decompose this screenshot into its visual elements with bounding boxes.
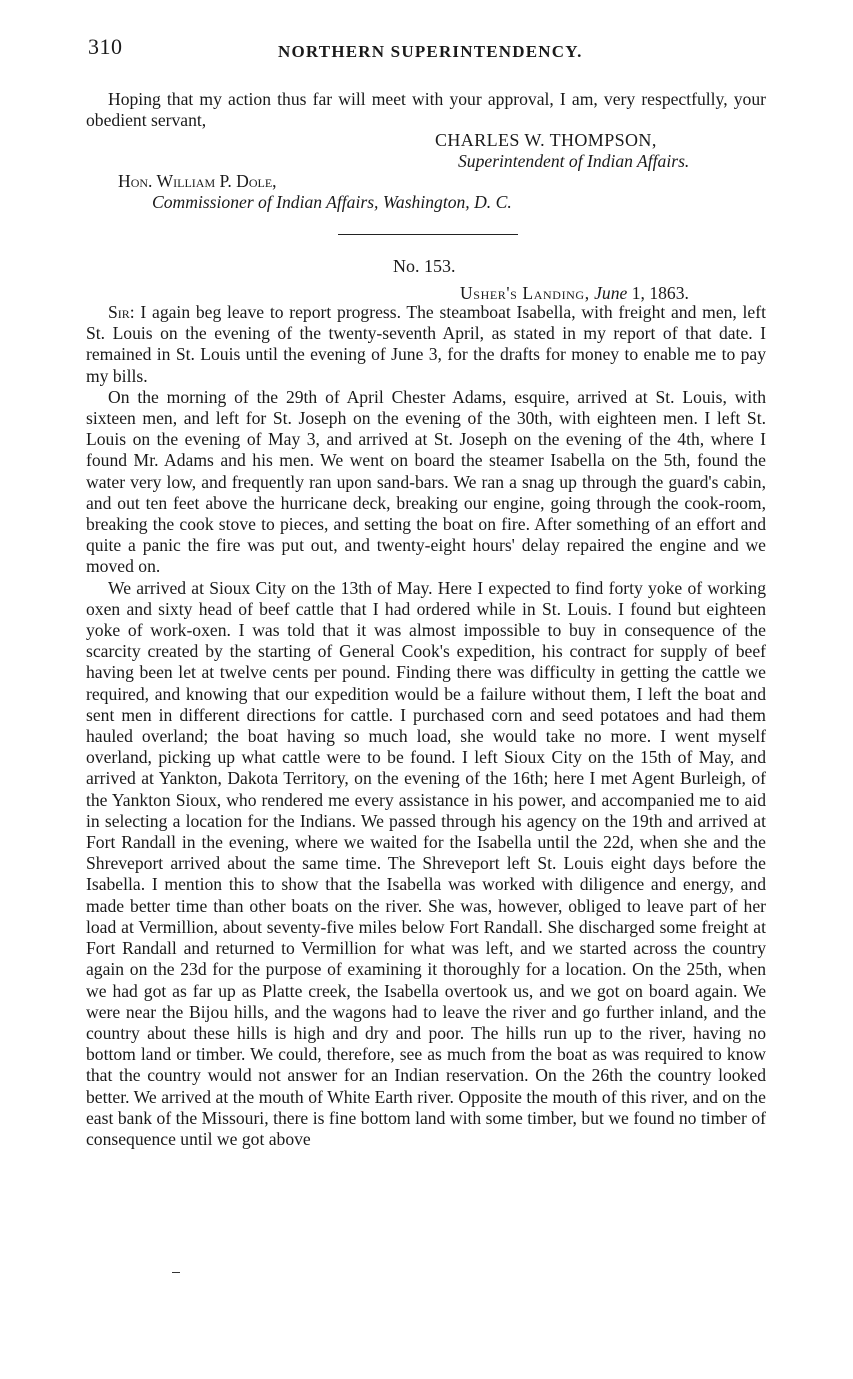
running-head: NORTHERN SUPERINTENDENCY. [278, 42, 583, 61]
addressee-title: Commissioner of Indian Affairs, Washington, D. C. [152, 192, 512, 212]
page-number: 310 [88, 34, 123, 59]
body-paragraph-1 [86, 302, 766, 387]
body-paragraph-3: We arrived at Sioux City on the 13th of May. Here I expected to find forty yoke of working oxen and sixty head of beef cattle that I had ordered while in St. Louis. I found but eighteen yoke of work-oxen. I was told that it was almost impossible to buy in consequence of the scarcity created by the starting of General Cook's expedition, his contract for supply of beef having been let at twelve cents per pound. Finding there was difficulty in getting the cattle we required, and knowing that our expedition would be a failure without them, I left the boat and sent men in different directions for cattle. I purchased corn and seed potatoes and had them hauled overland; the boat having so much load, she would take no more. I went myself overland, picking up what cattle were to be found. I left Sioux City on the 15th of May, and arrived at Yankton, Dakota Territory, on the evening of the 16th; here I met Agent Burleigh, of the Yankton Sioux, who rendered me every assistance in his power, and accompanied me to aid in selecting a location for the Indians. We passed through his agency on the 19th and arrived at Fort Randall in the evening, where we waited for the Isabella until the 22d, when she and the Shreveport arrived about the same time. The Shreveport left St. Louis eight days before the Isabella. I mention this to show that the Isabella was worked with diligence and energy, and made better time than other boats on the river. She was, however, obliged to leave part of her load at Vermillion, about seventy-five miles below Fort Randall. She discharged some freight at Fort Randall and returned to Vermillion for what was left, and we started across the country again on the 23d for the purpose of examining it thoroughly for a location. On the 25th, when we had got as far up as Platte creek, the Isabella overtook us, and we got on board again. We were near the Bijou hills, and the wagons had to leave the river and go further inland, and the country about these hills is high and dry and poor. The hills run up to the river, having no bottom land or timber. We could, therefore, see as much from the boat as was required to know that the country would not answer for an Indian reservation. On the 26th the country looked better. We arrived at the mouth of White Earth river. Opposite the mouth of this river, and on the east bank of the Missouri, there is fine bottom land with some timber, but we found no timber of consequence until we got above [86, 577, 766, 1149]
body-paragraph-2: On the morning of the 29th of April Chester Adams, esquire, arrived at St. Louis, with sixteen men, and left for St. Joseph on the evening of the 30th, with eighteen men. I left St. Louis on the evening of May 3, and arrived at St. Joseph on the evening of the 4th, where I found Mr. Adams and his men. We went on board the steamer Isabella on the 5th, found the water very low, and frequently ran upon sand-bars. We ran a snag up through the guard's cabin, and out ten feet above the hurricane deck, breaking our engine, going through the cook-room, breaking the cook stove to pieces, and setting the boat on fire. After something of an effort and quite a panic the fire was put out, and twenty-eight hours' delay repaired the engine and we moved on. [86, 386, 766, 577]
letter-number: No. 153. [393, 256, 456, 276]
closing-text: Hoping that my action thus far will meet with your approval, I am, very respectfully, your obedient servant, [86, 89, 766, 131]
section-divider [338, 234, 518, 235]
closing-paragraph [86, 89, 766, 131]
footer-mark [172, 1272, 180, 1273]
salutation: Sir: [108, 302, 135, 322]
signature-title: Superintendent of Indian Affairs. [458, 151, 690, 171]
signature-name: CHARLES W. THOMPSON, [435, 130, 657, 150]
dateline-date: 1, 1863. [631, 283, 689, 303]
dateline-month: June [594, 283, 628, 303]
letter-body [86, 302, 766, 1150]
addressee-name: Hon. William P. Dole, [118, 171, 277, 191]
paragraph-1-text: I again beg leave to report progress. The steamboat Isabella, with freight and men, left St. Louis on the evening of the twenty-seventh April, as stated in my report of that date. I remained in St. Louis until the evening of June 3, for the drafts for money to enable me to pay my bills. [86, 302, 766, 386]
dateline-place: Usher's Landing, [460, 283, 590, 303]
letter-dateline [460, 283, 689, 304]
